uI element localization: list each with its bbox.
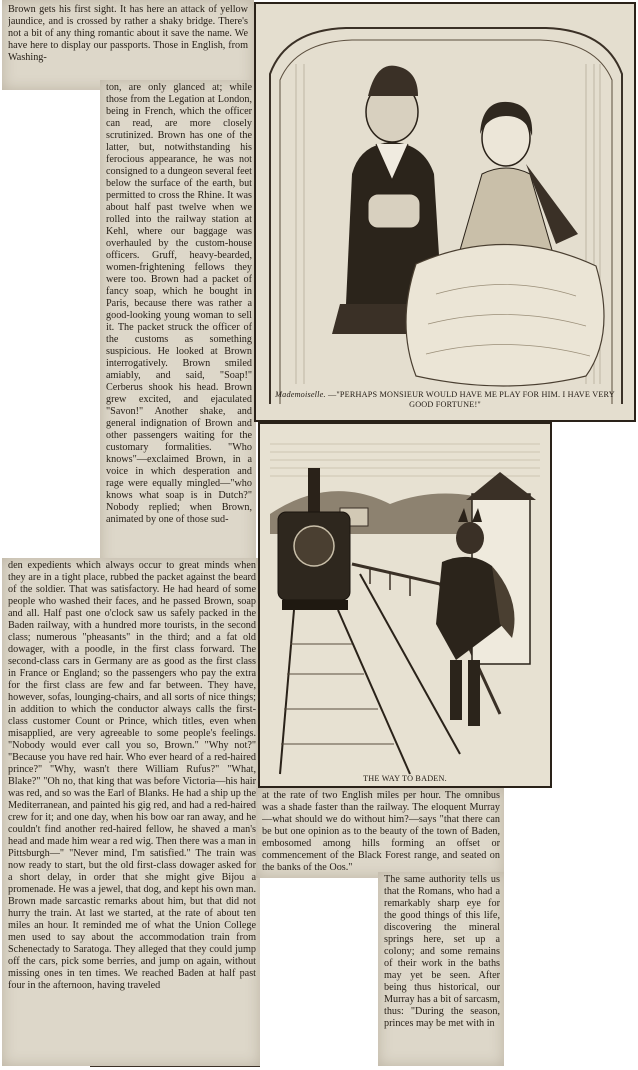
- caption-way-to-baden: THE WAY TO BADEN.: [363, 774, 447, 783]
- illustration-parlour-scene: [254, 2, 636, 422]
- article-column-wide: den expedients which always occur to great minds when they are in a tight place, rubbed the packet against the beard of the soldier. That was satisfactory. He had heard of some people who washed their faces, and he passed Brown, soap and all. Half past one o'clock saw us safely packed in the Baden railway, with a hundred more tourists, in the second class; numerous "pheasants" in the third; and a fat old dowager, with a poodle, in the first class forward. The second-class cars in Germany are as good as the first class in France or England; so the passengers who pay the extra for the first class are few and far between. They have, however, sofas, lounging-chairs, and all sorts of nice things; in addition to which the conductor always calls the first-class customer Count or Prince, which titles, even when misapplied, are very agreeable to some people's feelings. "Nobody would ever call you so, Brown." "Why not?" "Because you have red hair. Who ever heard of a red-haired prince?" "Why, wasn't there William Rufus?" "What, Blake?" "Oh no, that king that was before Victoria—his hair was red, and so was the Earl of Blanks. He had a ship up the Mediterranean, and painted his gig red, and had a red-haired crew for it; and one day, when his bow oar ran away, and he couldn't find another red-haired fellow, he shaved a man's head and made him wear a red wig. Then there was a man in Pittsburgh—" "Never mind, I'm satisfied." The train was now ready to start, but the old first-class dowager asked for a short delay, in order that she might give Bijou a promenade. He was a jewel, that dog, and kept his own man. Brown made sarcastic remarks about him, but that did not hurry the train. At last we started, at the rate of about ten miles an hour. It reminded me of what the Union College men used to say about the accommodation train from Schenectady to Saratoga. They alleged that they could jump off the cars, pick some berries, and jump on again, without missing ones in ten times. We reached Baden at half past four in the afternoon, having traveled: [8, 560, 256, 991]
- caption-quote: —"PERHAPS MONSIEUR WOULD HAVE ME PLAY FOR HIM. I HAVE VERY GOOD FORTUNE!": [327, 390, 615, 409]
- article-intro: Brown gets his first sight. It has here an attack of yellow jaundice, and is crossed by rather a shaky bridge. There's not a bit of any thing romantic about it save the name. We have here to display our passports. Those in English, from Washing-: [8, 4, 248, 63]
- bottom-rule: [90, 1066, 260, 1067]
- article-column-right-narrow: The same authority tells us that the Romans, who had a remarkably sharp eye for the good things of this life, discovering the mineral springs here, set up a colony; and some remains of their work in the baths may yet be seen. After being thus historical, our Murray has a bit of sarcasm, thus: "During the season, princes may be met with in: [384, 874, 500, 1029]
- caption-parlour: [266, 390, 624, 410]
- railway-engraving: [260, 424, 550, 786]
- article-column-right: at the rate of two English miles per hour. The omnibus was a shade faster than the railway. The eloquent Murray—what should we do without him?—says "that there can be but one opinion as to the beauty of the town of Baden, embosomed among hills forming an offset or commencement of the Black Forest range, and seated on the banks of the Oos.": [262, 790, 500, 873]
- article-column-narrow: ton, are only glanced at; while those from the Legation at London, being in French, which the officer can read, are more closely scrutinized. Brown has one of the latter, but, notwithstanding his ferocious appearance, he was not consigned to a dungeon several feet below the surface of the earth, but permitted to cross the Rhine. It was about half past twelve when we rolled into the railway station at Kehl, where our baggage was overhauled by the custom-house officers. Gruff, heavy-bearded, women-frightening fellows they were too. Brown had a packet of fancy soap, which he bought in Paris, because there was rather a good-looking young woman to sell it. The packet struck the officer of the customs as something suspicious. He looked at Brown interrogatively. Brown smiled amiably, and said, "Soap!" Cerberus shook his head. Brown grew excited, and ejaculated "Savon!" Another shake, and general indignation of Brown and other passengers waiting for the customary formalities. "Who knows"—exclaimed Brown, in a voice in which desperation and rage were equally mingled—"who knows what soap is in Dutch?" Nobody replied; when Brown, animated by one of those sud-: [106, 82, 252, 525]
- illustration-way-to-baden: [258, 422, 552, 788]
- caption-speaker: Mademoiselle.: [275, 390, 326, 399]
- parlour-engraving: [256, 4, 634, 420]
